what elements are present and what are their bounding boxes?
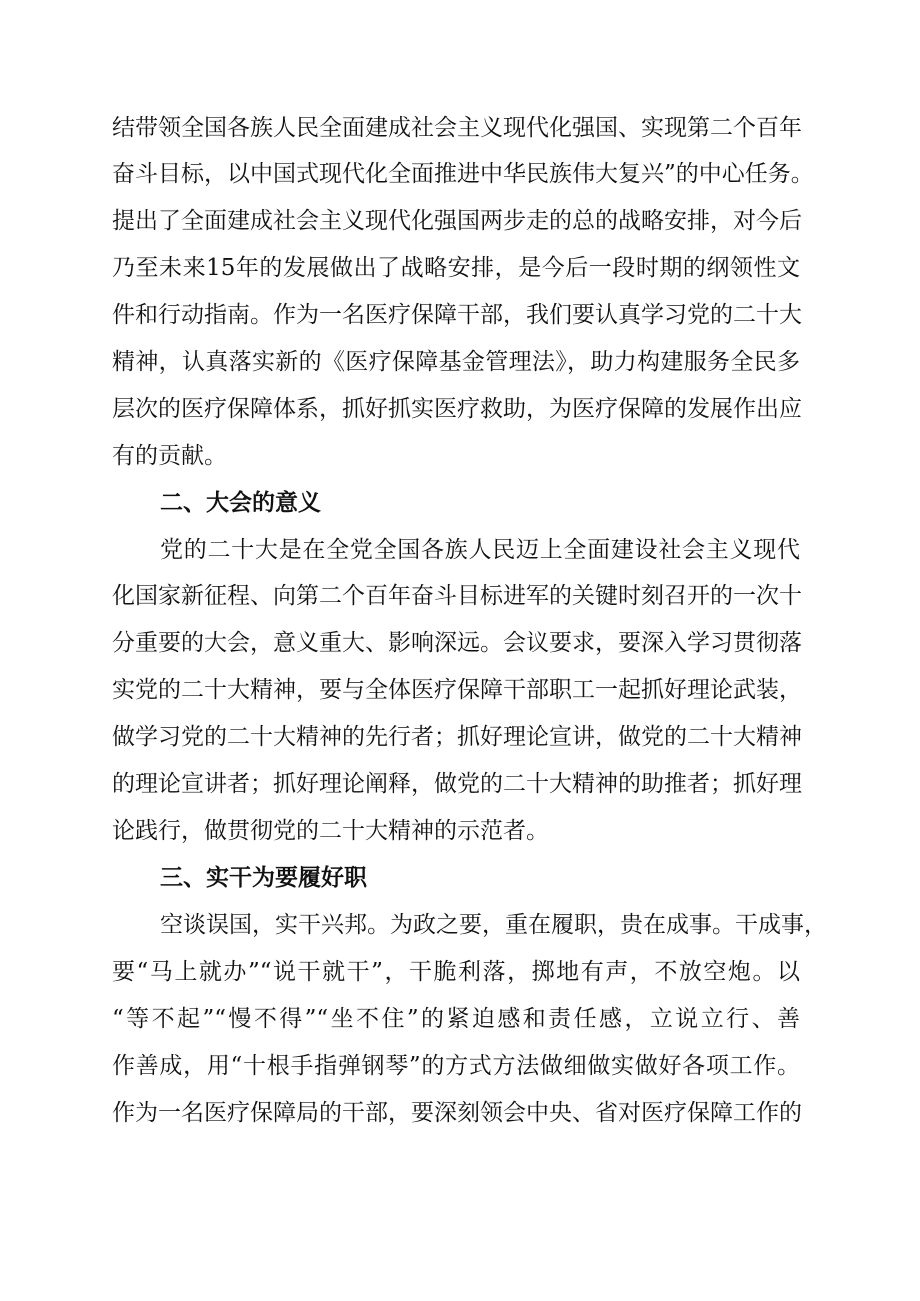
section-heading: 三、实干为要履好职 bbox=[160, 865, 367, 891]
text-line: 精神，认真落实新的《医疗保障基金管理法》，助力构建服务全民多 bbox=[112, 349, 800, 375]
text-line: 分重要的大会，意义重大、影响深远。会议要求，要深入学习贯彻落 bbox=[112, 630, 802, 656]
text-line: 做学习党的二十大精神的先行者；抓好理论宣讲，做党的二十大精神 bbox=[112, 724, 802, 750]
text-line: 党的二十大是在全党全国各族人民迈上全面建设社会主义现代 bbox=[160, 537, 800, 563]
text-line: 的理论宣讲者；抓好理论阐释，做党的二十大精神的助推者；抓好理 bbox=[112, 771, 802, 797]
text-line: 化国家新征程、向第二个百年奋斗目标进军的关键时刻召开的一次十 bbox=[112, 583, 802, 609]
text-line: 论践行，做贯彻党的二十大精神的示范者。 bbox=[112, 818, 549, 844]
text-line: 奋斗目标，以中国式现代化全面推进中华民族伟大复兴”的中心任务。 bbox=[112, 161, 814, 187]
section-heading: 二、大会的意义 bbox=[160, 490, 321, 516]
text-line: 实党的二十大精神，要与全体医疗保障干部职工一起抓好理论武装， bbox=[112, 677, 802, 703]
text-line: 要“马上就办”“说干就干”，干脆利落，掷地有声，不放空炮。以 bbox=[112, 959, 800, 985]
text-line: 空谈误国，实干兴邦。为政之要，重在履职，贵在成事。干成事， bbox=[160, 912, 827, 938]
text-line: 件和行动指南。作为一名医疗保障干部，我们要认真学习党的二十大 bbox=[112, 302, 802, 328]
text-line: 层次的医疗保障体系，抓好抓实医疗救助，为医疗保障的发展作出应 bbox=[112, 396, 802, 422]
text-line: 提出了全面建成社会主义现代化强国两步走的总的战略安排，对今后 bbox=[112, 208, 802, 234]
text-line: 有的贡献。 bbox=[112, 443, 227, 469]
text-line: 结带领全国各族人民全面建成社会主义现代化强国、实现第二个百年 bbox=[112, 115, 802, 141]
text-line: 作为一名医疗保障局的干部，要深刻领会中央、省对医疗保障工作的 bbox=[112, 1100, 802, 1126]
text-line: 乃至未来15年的发展做出了战略安排，是今后一段时期的纲领性文 bbox=[112, 255, 800, 281]
text-line: “等不起”“慢不得”“坐不住”的紧迫感和责任感，立说立行、善 bbox=[112, 1006, 800, 1032]
text-line: 作善成，用“十根手指弹钢琴”的方式方法做细做实做好各项工作。 bbox=[112, 1053, 800, 1079]
